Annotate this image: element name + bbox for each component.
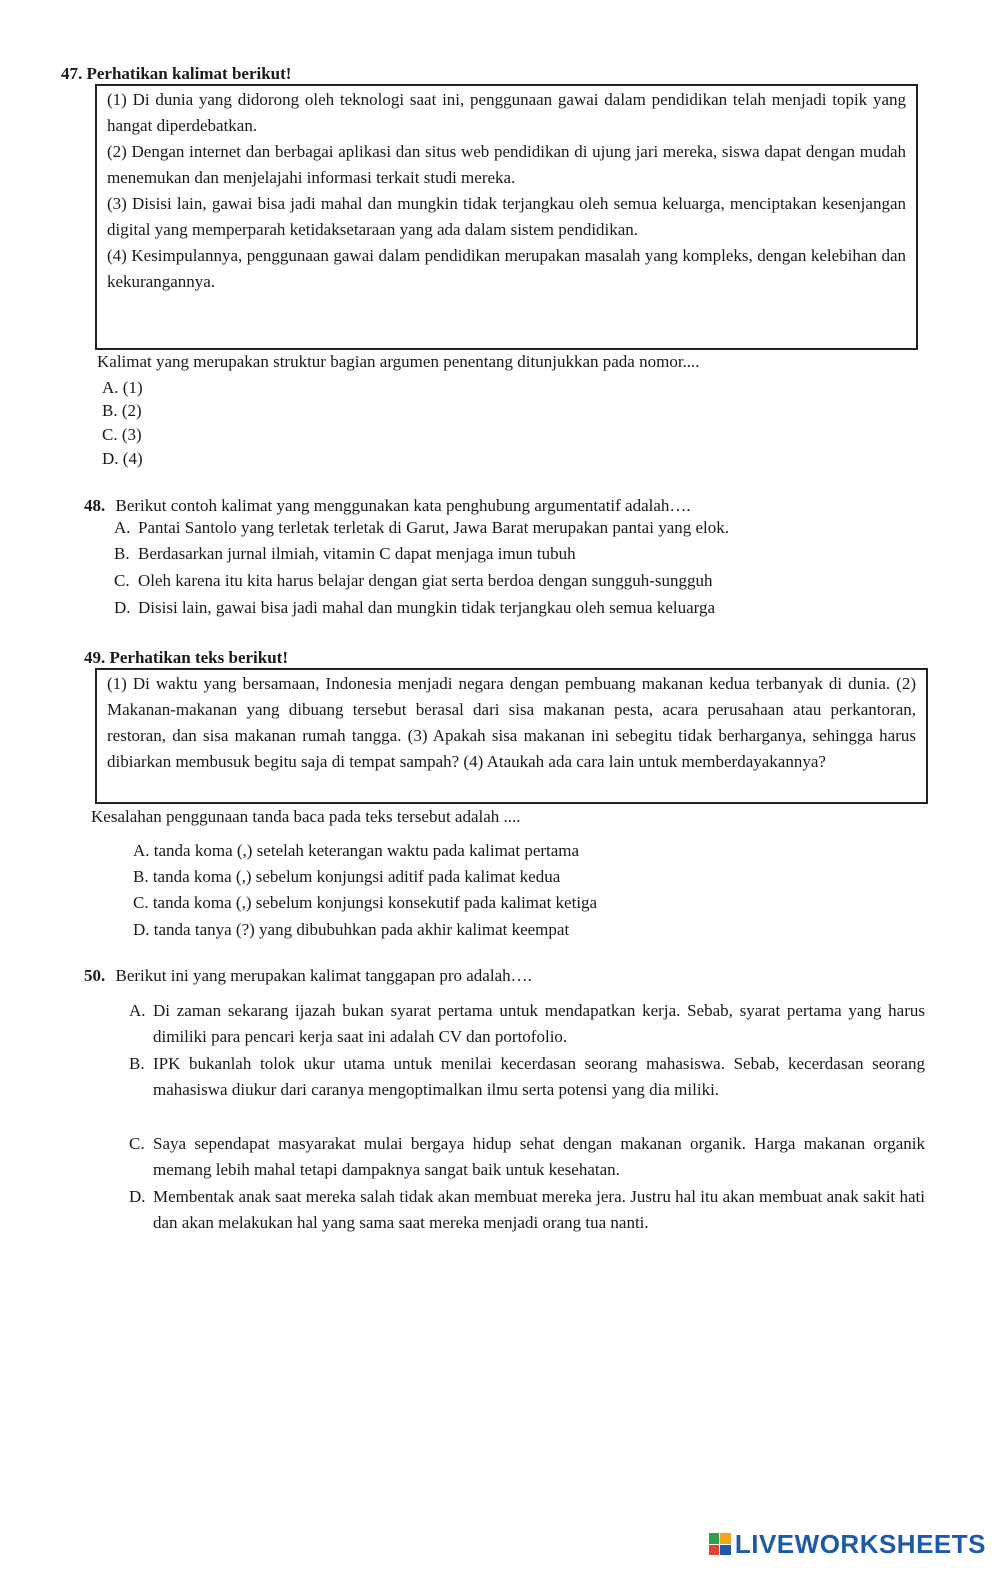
- q50-question: Berikut ini yang merupakan kalimat tanggapan pro adalah….: [115, 966, 532, 985]
- q49-passage: (1) Di waktu yang bersamaan, Indonesia menjadi negara dengan pembuang makanan kedua terbanyak di dunia. (2) Makanan-makanan yang dibuang tersebut berasal dari sisa makanan pesta, acara perusahaan atau perkantoran, restoran, dan sisa makanan rumah tangga. (3) Apakah sisa makanan ini sebegitu tidak berharganya, sehingga harus dibiarkan membusuk begitu saja di tempat sampah? (4) Ataukah ada cara lain untuk memberdayakannya?: [107, 674, 916, 771]
- q50-option-c[interactable]: [129, 1131, 925, 1183]
- q50-option-b[interactable]: [129, 1051, 925, 1103]
- logo-square-orange: [720, 1533, 731, 1544]
- q48-option-d-text: Disisi lain, gawai bisa jadi mahal dan mungkin tidak terjangkau oleh semua keluarga: [138, 598, 716, 617]
- q50-stem: [84, 963, 532, 989]
- q48-option-a-label: A.: [114, 518, 131, 537]
- logo-square-red: [709, 1545, 720, 1556]
- q47-option-a[interactable]: A. (1): [102, 378, 143, 397]
- liveworksheets-logo-text: LIVEWORKSHEETS: [734, 1529, 986, 1559]
- q47-option-b[interactable]: B. (2): [102, 401, 142, 420]
- q50-option-a[interactable]: [129, 998, 925, 1050]
- liveworksheets-logo-icon: [709, 1533, 731, 1555]
- q47-option-d[interactable]: D. (4): [102, 449, 143, 468]
- q50-option-d[interactable]: [129, 1184, 925, 1236]
- q48-option-d-label: D.: [114, 598, 131, 617]
- q50-option-c-label: C.: [129, 1134, 145, 1153]
- logo-square-blue: [720, 1545, 731, 1556]
- q47-sentence-1: (1) Di dunia yang didorong oleh teknologi saat ini, penggunaan gawai dalam pendidikan telah menjadi topik yang hangat diperdebatkan.: [107, 90, 906, 135]
- q47-question: Kalimat yang merupakan struktur bagian argumen penentang ditunjukkan pada nomor....: [97, 352, 700, 371]
- q48-option-b-text: Berdasarkan jurnal ilmiah, vitamin C dapat menjaga imun tubuh: [138, 544, 576, 563]
- q49-passage-box: [95, 668, 928, 804]
- q47-sentence-4: (4) Kesimpulannya, penggunaan gawai dalam pendidikan merupakan masalah yang kompleks, dengan kelebihan dan kekurangannya.: [107, 246, 906, 291]
- q48-number: 48.: [84, 496, 106, 515]
- q48-option-c-label: C.: [114, 571, 130, 590]
- logo-square-green: [709, 1533, 720, 1544]
- q49-option-d[interactable]: D. tanda tanya (?) yang dibubuhkan pada akhir kalimat keempat: [133, 920, 570, 939]
- q47-sentence-2: (2) Dengan internet dan berbagai aplikasi dan situs web pendidikan di ujung jari mereka, siswa dapat dengan mudah menemukan dan menjelajahi informasi terkait studi mereka.: [107, 142, 906, 187]
- q50-option-a-label: A.: [129, 1001, 146, 1020]
- q49-question: Kesalahan penggunaan tanda baca pada teks tersebut adalah ....: [91, 807, 521, 826]
- q48-option-c[interactable]: [114, 568, 874, 594]
- q48-option-b-label: B.: [114, 544, 130, 563]
- q49-option-a[interactable]: A. tanda koma (,) setelah keterangan waktu pada kalimat pertama: [133, 841, 580, 860]
- q48-option-d[interactable]: [114, 595, 874, 621]
- q47-sentence-3: (3) Disisi lain, gawai bisa jadi mahal dan mungkin tidak terjangkau oleh semua keluarga, menciptakan kesenjangan digital yang memperparah ketidaksetaraan yang ada dalam sistem pendidikan.: [107, 194, 906, 239]
- q50-option-d-text: Membentak anak saat mereka salah tidak akan membuat mereka jera. Justru hal itu akan membuat anak sakit hati dan akan melakukan hal yang sama saat mereka menjadi orang tua nanti.: [153, 1187, 925, 1232]
- q50-option-b-text: IPK bukanlah tolok ukur utama untuk menilai kecerdasan seorang mahasiswa. Sebab, kecerdasan seorang mahasiswa diukur dari caranya mengoptimalkan ilmu serta potensi yang dia miliki.: [153, 1054, 925, 1099]
- q48-option-b[interactable]: [114, 541, 874, 567]
- q48-option-a-text: Pantai Santolo yang terletak terletak di Garut, Jawa Barat merupakan pantai yang elok.: [138, 518, 730, 537]
- q50-option-a-text: Di zaman sekarang ijazah bukan syarat pertama untuk mendapatkan kerja. Sebab, syarat pertama yang harus dimiliki para pencari kerja saat ini adalah CV dan portofolio.: [153, 1001, 925, 1046]
- q47-title: 47. Perhatikan kalimat berikut!: [61, 64, 292, 83]
- q48-question: Berikut contoh kalimat yang menggunakan kata penghubung argumentatif adalah….: [115, 496, 691, 515]
- q50-option-c-text: Saya sependapat masyarakat mulai bergaya hidup sehat dengan makanan organik. Harga makanan organik memang lebih mahal tetapi dampaknya sangat baik untuk kesehatan.: [153, 1134, 925, 1179]
- q47-option-c[interactable]: C. (3): [102, 425, 142, 444]
- q49-option-c[interactable]: C. tanda koma (,) sebelum konjungsi konsekutif pada kalimat ketiga: [133, 893, 598, 912]
- q50-option-b-label: B.: [129, 1054, 145, 1073]
- q50-option-d-label: D.: [129, 1187, 146, 1206]
- q48-option-a[interactable]: [114, 515, 874, 541]
- q47-passage-box: [95, 84, 918, 350]
- liveworksheets-logo: [709, 1531, 986, 1557]
- q48-option-c-text: Oleh karena itu kita harus belajar dengan giat serta berdoa dengan sungguh-sungguh: [138, 571, 713, 590]
- q49-title: 49. Perhatikan teks berikut!: [84, 648, 288, 667]
- q49-option-b[interactable]: B. tanda koma (,) sebelum konjungsi aditif pada kalimat kedua: [133, 867, 561, 886]
- q50-number: 50.: [84, 966, 106, 985]
